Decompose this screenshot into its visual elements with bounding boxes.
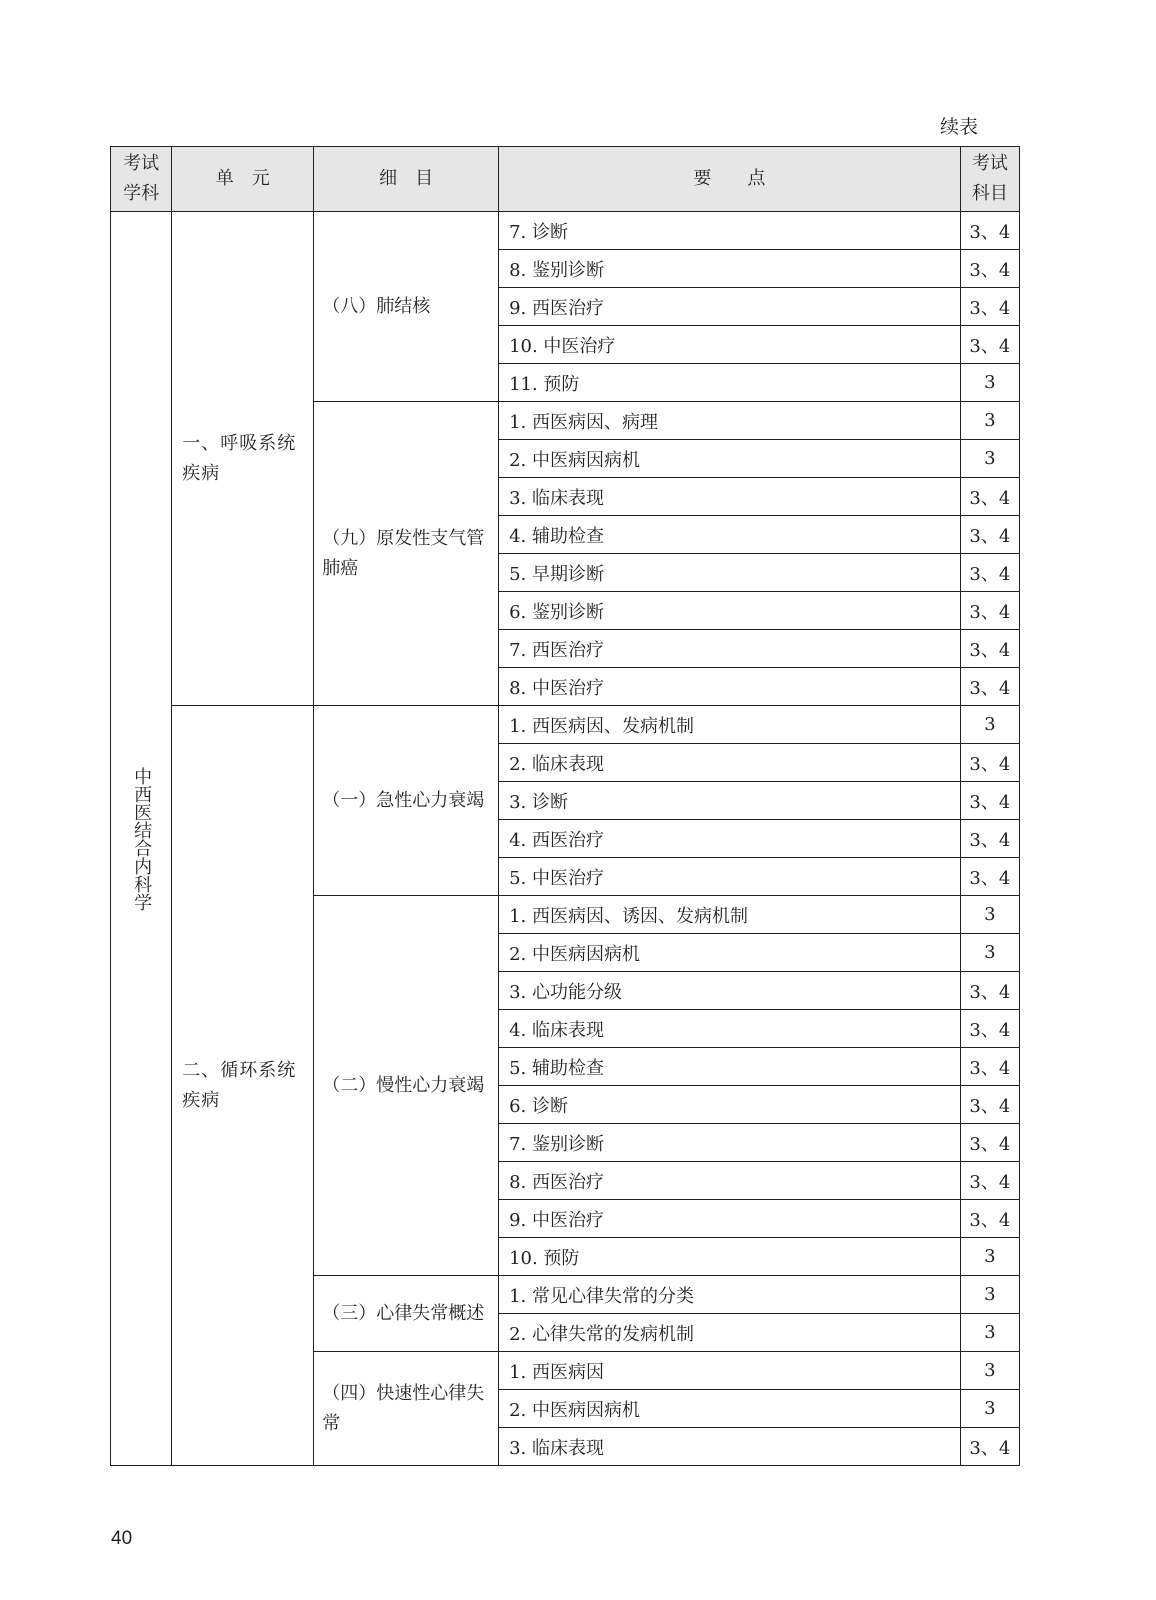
- point-cell: 1. 西医病因、诱因、发病机制: [499, 896, 961, 934]
- score-cell: 3、4: [960, 782, 1019, 820]
- score-cell: 3、4: [960, 516, 1019, 554]
- detail-cell: [314, 1276, 499, 1352]
- score-cell: 3: [960, 896, 1019, 934]
- score-cell: 3、4: [960, 1200, 1019, 1238]
- detail-label: （二）慢性心力衰竭: [322, 1074, 485, 1096]
- score-cell: 3: [960, 364, 1019, 402]
- point-cell: 1. 西医病因、发病机制: [499, 706, 961, 744]
- header-subject: 考试 学科: [111, 147, 172, 212]
- point-cell: 3. 诊断: [499, 782, 961, 820]
- point-cell: 7. 西医治疗: [499, 630, 961, 668]
- point-cell: 5. 辅助检查: [499, 1048, 961, 1086]
- score-cell: 3、4: [960, 858, 1019, 896]
- score-cell: 3、4: [960, 326, 1019, 364]
- header-exam: 考试 科目: [960, 147, 1019, 212]
- point-cell: 7. 诊断: [499, 212, 961, 250]
- score-cell: 3、4: [960, 1086, 1019, 1124]
- point-cell: 8. 西医治疗: [499, 1162, 961, 1200]
- point-cell: 8. 中医治疗: [499, 668, 961, 706]
- point-cell: 4. 西医治疗: [499, 820, 961, 858]
- score-cell: 3: [960, 934, 1019, 972]
- point-cell: 4. 临床表现: [499, 1010, 961, 1048]
- unit-cell: [172, 706, 314, 1466]
- detail-cell: [314, 896, 499, 1276]
- point-cell: 2. 中医病因病机: [499, 1390, 961, 1428]
- detail-cell: [314, 212, 499, 402]
- unit-label: 一、呼吸系统疾病: [182, 432, 297, 484]
- score-cell: 3: [960, 706, 1019, 744]
- score-cell: 3、4: [960, 820, 1019, 858]
- point-cell: 5. 中医治疗: [499, 858, 961, 896]
- score-cell: 3、4: [960, 1124, 1019, 1162]
- score-cell: 3、4: [960, 1048, 1019, 1086]
- point-cell: 2. 临床表现: [499, 744, 961, 782]
- subject-cell: [111, 212, 172, 1466]
- point-cell: 7. 鉴别诊断: [499, 1124, 961, 1162]
- table-row: [111, 212, 1020, 250]
- point-cell: 9. 中医治疗: [499, 1200, 961, 1238]
- point-cell: 1. 西医病因、病理: [499, 402, 961, 440]
- score-cell: 3: [960, 440, 1019, 478]
- continued-label: 续表: [940, 116, 979, 138]
- point-cell: 1. 常见心律失常的分类: [499, 1276, 961, 1314]
- syllabus-table: [110, 146, 1020, 1466]
- point-cell: 2. 中医病因病机: [499, 440, 961, 478]
- point-cell: 1. 西医病因: [499, 1352, 961, 1390]
- score-cell: 3、4: [960, 630, 1019, 668]
- unit-cell: [172, 212, 314, 706]
- unit-label: 二、循环系统疾病: [182, 1059, 297, 1111]
- score-cell: 3、4: [960, 1428, 1019, 1466]
- point-cell: 8. 鉴别诊断: [499, 250, 961, 288]
- header-unit: 单 元: [172, 147, 314, 212]
- point-cell: 4. 辅助检查: [499, 516, 961, 554]
- score-cell: 3: [960, 402, 1019, 440]
- point-cell: 2. 心律失常的发病机制: [499, 1314, 961, 1352]
- score-cell: 3、4: [960, 478, 1019, 516]
- point-cell: 3. 临床表现: [499, 478, 961, 516]
- point-cell: 5. 早期诊断: [499, 554, 961, 592]
- point-cell: 10. 预防: [499, 1238, 961, 1276]
- point-cell: 10. 中医治疗: [499, 326, 961, 364]
- point-cell: 6. 诊断: [499, 1086, 961, 1124]
- detail-label: （八）肺结核: [322, 295, 431, 317]
- point-cell: 3. 心功能分级: [499, 972, 961, 1010]
- table-header-row: [111, 147, 1020, 212]
- score-cell: 3: [960, 1276, 1019, 1314]
- table-row: [111, 706, 1020, 744]
- point-cell: 11. 预防: [499, 364, 961, 402]
- score-cell: 3、4: [960, 744, 1019, 782]
- score-cell: 3、4: [960, 554, 1019, 592]
- score-cell: 3、4: [960, 288, 1019, 326]
- detail-cell: [314, 1352, 499, 1466]
- score-cell: 3、4: [960, 668, 1019, 706]
- point-cell: 9. 西医治疗: [499, 288, 961, 326]
- detail-cell: [314, 706, 499, 896]
- score-cell: 3: [960, 1352, 1019, 1390]
- page-number: 40: [111, 1528, 133, 1549]
- score-cell: 3、4: [960, 1162, 1019, 1200]
- score-cell: 3、4: [960, 212, 1019, 250]
- score-cell: 3、4: [960, 972, 1019, 1010]
- header-points: 要 点: [499, 147, 961, 212]
- score-cell: 3、4: [960, 250, 1019, 288]
- point-cell: 6. 鉴别诊断: [499, 592, 961, 630]
- subject-label: 中西医结合内科学: [131, 766, 153, 911]
- header-detail: 细 目: [314, 147, 499, 212]
- score-cell: 3: [960, 1390, 1019, 1428]
- detail-label: （九）原发性支气管肺癌: [322, 527, 485, 579]
- score-cell: 3、4: [960, 592, 1019, 630]
- point-cell: 2. 中医病因病机: [499, 934, 961, 972]
- detail-cell: [314, 402, 499, 706]
- score-cell: 3: [960, 1314, 1019, 1352]
- score-cell: 3: [960, 1238, 1019, 1276]
- score-cell: 3、4: [960, 1010, 1019, 1048]
- detail-label: （一）急性心力衰竭: [322, 789, 485, 811]
- detail-label: （四）快速性心律失常: [322, 1382, 485, 1434]
- detail-label: （三）心律失常概述: [322, 1302, 485, 1324]
- point-cell: 3. 临床表现: [499, 1428, 961, 1466]
